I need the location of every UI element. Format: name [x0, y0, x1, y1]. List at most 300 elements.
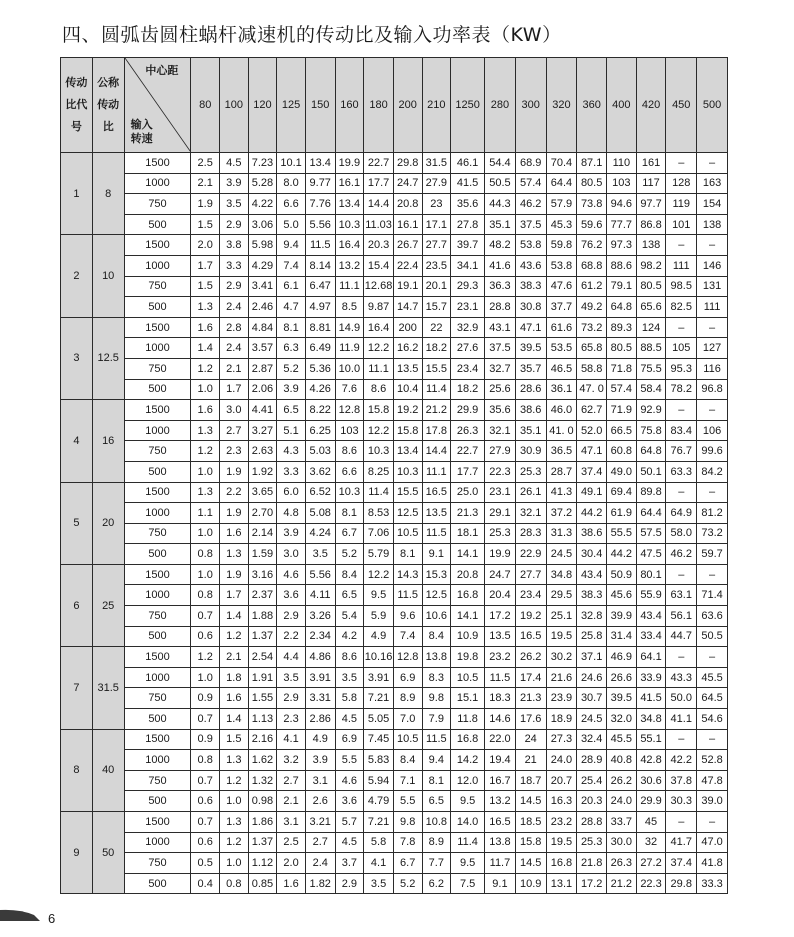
power-value-cell: 0.9: [191, 688, 220, 709]
power-value-cell: 3.1: [277, 812, 306, 833]
power-value-cell: 1.9: [191, 194, 220, 215]
power-value-cell: 21.8: [577, 853, 607, 874]
power-value-cell: 8.1: [277, 317, 306, 338]
power-value-cell: 8.9: [393, 688, 422, 709]
table-row: [61, 647, 728, 668]
power-value-cell: 30.9: [515, 441, 546, 462]
power-value-cell: 26.6: [607, 667, 637, 688]
power-value-cell: 15.8: [393, 420, 422, 441]
power-value-cell: 4.6: [335, 770, 364, 791]
power-value-cell: 2.70: [248, 503, 277, 524]
power-value-cell: –: [666, 317, 697, 338]
center-distance-header: 100: [220, 58, 249, 153]
power-value-cell: 138: [636, 235, 666, 256]
power-value-cell: 117: [636, 173, 666, 194]
power-value-cell: 62.7: [577, 400, 607, 421]
power-value-cell: 35.6: [451, 194, 485, 215]
power-value-cell: 163: [697, 173, 728, 194]
power-value-cell: 17.6: [515, 709, 546, 730]
page-number: 6: [48, 911, 56, 926]
power-value-cell: 11.5: [422, 729, 451, 750]
power-value-cell: 14.0: [451, 812, 485, 833]
power-value-cell: 13.8: [422, 647, 451, 668]
power-value-cell: 3.5: [277, 667, 306, 688]
input-speed-cell: 750: [124, 441, 191, 462]
power-value-cell: 18.7: [515, 770, 546, 791]
power-value-cell: 5.05: [364, 709, 394, 730]
power-value-cell: 47.0: [697, 832, 728, 853]
table-row: [61, 812, 728, 833]
power-value-cell: 17.2: [485, 606, 516, 627]
power-value-cell: 2.06: [248, 379, 277, 400]
input-speed-cell: 1000: [124, 503, 191, 524]
power-value-cell: 33.3: [697, 873, 728, 894]
nominal-ratio-cell: 16: [92, 400, 124, 482]
power-value-cell: 2.5: [277, 832, 306, 853]
table-row: [61, 400, 728, 421]
power-value-cell: 8.81: [305, 317, 335, 338]
power-value-cell: 98.5: [666, 276, 697, 297]
input-speed-cell: 500: [124, 297, 191, 318]
ratio-code-cell: 8: [61, 729, 93, 811]
power-value-cell: 110: [607, 153, 637, 174]
power-value-cell: 32: [636, 832, 666, 853]
power-value-cell: 25.4: [577, 770, 607, 791]
power-value-cell: 1.7: [191, 255, 220, 276]
power-value-cell: 0.6: [191, 832, 220, 853]
power-value-cell: 4.9: [305, 729, 335, 750]
input-speed-cell: 750: [124, 853, 191, 874]
center-distance-header: 80: [191, 58, 220, 153]
power-value-cell: 1.3: [191, 420, 220, 441]
power-value-cell: 50.0: [666, 688, 697, 709]
center-distance-header: 500: [697, 58, 728, 153]
power-value-cell: 29.8: [666, 873, 697, 894]
power-value-cell: 2.16: [248, 729, 277, 750]
power-value-cell: 96.8: [697, 379, 728, 400]
power-value-cell: 20.8: [393, 194, 422, 215]
power-value-cell: 15.1: [451, 688, 485, 709]
power-value-cell: 29.1: [485, 503, 516, 524]
power-value-cell: 71.9: [607, 400, 637, 421]
power-value-cell: 1.2: [191, 441, 220, 462]
input-speed-cell: 500: [124, 214, 191, 235]
power-value-cell: 11.9: [335, 338, 364, 359]
power-value-cell: 11.4: [364, 482, 394, 503]
power-value-cell: 1.9: [220, 564, 249, 585]
power-value-cell: 4.5: [335, 709, 364, 730]
power-value-cell: 27.6: [451, 338, 485, 359]
power-value-cell: 1.0: [220, 853, 249, 874]
power-value-cell: 47.1: [577, 441, 607, 462]
table-row: [61, 667, 728, 688]
power-value-cell: 19.9: [335, 153, 364, 174]
power-value-cell: 8.0: [277, 173, 306, 194]
input-speed-cell: 1500: [124, 317, 191, 338]
power-value-cell: 6.1: [277, 276, 306, 297]
ratio-code-cell: 9: [61, 812, 93, 894]
power-value-cell: 5.2: [277, 358, 306, 379]
power-value-cell: 11.4: [422, 379, 451, 400]
input-speed-cell: 500: [124, 791, 191, 812]
power-value-cell: 20.3: [577, 791, 607, 812]
input-speed-cell: 1500: [124, 400, 191, 421]
power-value-cell: 1.3: [220, 750, 249, 771]
power-value-cell: 2.4: [305, 853, 335, 874]
power-value-cell: 4.9: [364, 626, 394, 647]
input-speed-cell: 750: [124, 523, 191, 544]
power-value-cell: 60.8: [607, 441, 637, 462]
power-value-cell: 2.6: [305, 791, 335, 812]
power-value-cell: 32.0: [607, 709, 637, 730]
power-value-cell: 24.0: [546, 750, 577, 771]
power-value-cell: –: [666, 153, 697, 174]
power-value-cell: 59.8: [546, 235, 577, 256]
power-value-cell: 33.7: [607, 812, 637, 833]
power-value-cell: 43.3: [666, 667, 697, 688]
power-value-cell: 18.3: [485, 688, 516, 709]
power-value-cell: 22: [422, 317, 451, 338]
power-value-cell: 42.2: [666, 750, 697, 771]
power-value-cell: 46.9: [607, 647, 637, 668]
power-value-cell: 8.1: [335, 503, 364, 524]
power-value-cell: 3.26: [305, 606, 335, 627]
nominal-ratio-cell: 8: [92, 153, 124, 235]
power-value-cell: –: [697, 812, 728, 833]
power-value-cell: 14.3: [393, 564, 422, 585]
power-value-cell: 80.1: [636, 564, 666, 585]
power-value-cell: 8.6: [364, 379, 394, 400]
power-value-cell: 26.3: [451, 420, 485, 441]
table-row: [61, 420, 728, 441]
input-speed-cell: 750: [124, 770, 191, 791]
power-value-cell: 53.8: [546, 255, 577, 276]
power-value-cell: 21.3: [451, 503, 485, 524]
power-value-cell: 4.5: [335, 832, 364, 853]
power-value-cell: 18.9: [546, 709, 577, 730]
power-value-cell: 3.5: [335, 667, 364, 688]
power-value-cell: 59.6: [577, 214, 607, 235]
power-value-cell: 16.5: [515, 626, 546, 647]
input-speed-cell: 750: [124, 194, 191, 215]
power-value-cell: 19.9: [485, 544, 516, 565]
power-value-cell: 25.3: [577, 832, 607, 853]
power-value-cell: 7.21: [364, 688, 394, 709]
center-distance-header: 1250: [451, 58, 485, 153]
power-value-cell: 10.0: [335, 358, 364, 379]
power-value-cell: 10.5: [393, 523, 422, 544]
center-distance-header: 300: [515, 58, 546, 153]
table-row: [61, 626, 728, 647]
power-value-cell: 10.3: [335, 482, 364, 503]
power-value-cell: 12.2: [364, 420, 394, 441]
power-value-cell: 5.08: [305, 503, 335, 524]
input-speed-cell: 1000: [124, 667, 191, 688]
power-value-cell: 5.2: [335, 544, 364, 565]
power-value-cell: 29.5: [546, 585, 577, 606]
power-value-cell: 2.5: [191, 153, 220, 174]
center-distance-header: 180: [364, 58, 394, 153]
power-value-cell: 27.9: [422, 173, 451, 194]
power-value-cell: 5.7: [335, 812, 364, 833]
power-value-cell: 33.9: [636, 667, 666, 688]
power-value-cell: 11.5: [485, 667, 516, 688]
power-value-cell: 3.5: [305, 544, 335, 565]
power-value-cell: 128: [666, 173, 697, 194]
power-value-cell: 6.3: [277, 338, 306, 359]
power-value-cell: 4.79: [364, 791, 394, 812]
power-value-cell: 106: [697, 420, 728, 441]
power-value-cell: 4.1: [277, 729, 306, 750]
power-value-cell: 14.5: [515, 791, 546, 812]
power-value-cell: 0.98: [248, 791, 277, 812]
table-row: [61, 482, 728, 503]
nominal-ratio-cell: 10: [92, 235, 124, 317]
power-value-cell: 78.2: [666, 379, 697, 400]
power-value-cell: 1.37: [248, 626, 277, 647]
power-value-cell: 7.23: [248, 153, 277, 174]
power-value-cell: 22.9: [515, 544, 546, 565]
power-value-cell: 1.13: [248, 709, 277, 730]
power-value-cell: 3.16: [248, 564, 277, 585]
power-value-cell: 98.2: [636, 255, 666, 276]
center-distance-header: 120: [248, 58, 277, 153]
power-value-cell: 9.4: [422, 750, 451, 771]
power-value-cell: 87.1: [577, 153, 607, 174]
power-value-cell: 5.9: [364, 606, 394, 627]
power-value-cell: 45.5: [607, 729, 637, 750]
power-value-cell: 79.1: [607, 276, 637, 297]
power-value-cell: 26.1: [515, 482, 546, 503]
table-row: [61, 832, 728, 853]
power-value-cell: 2.1: [220, 358, 249, 379]
table-row: [61, 873, 728, 894]
power-value-cell: 19.5: [546, 626, 577, 647]
power-value-cell: 13.8: [485, 832, 516, 853]
power-value-cell: 4.8: [277, 503, 306, 524]
power-value-cell: 6.6: [277, 194, 306, 215]
power-value-cell: 53.8: [515, 235, 546, 256]
power-value-cell: 0.7: [191, 812, 220, 833]
table-row: [61, 544, 728, 565]
power-value-cell: 1.59: [248, 544, 277, 565]
power-value-cell: 8.14: [305, 255, 335, 276]
power-value-cell: 7.8: [393, 832, 422, 853]
power-value-cell: 45: [636, 812, 666, 833]
table-body: [61, 153, 728, 894]
power-value-cell: 37.1: [577, 647, 607, 668]
input-speed-cell: 750: [124, 358, 191, 379]
power-value-cell: 20.4: [485, 585, 516, 606]
power-value-cell: 9.87: [364, 297, 394, 318]
power-value-cell: 19.4: [485, 750, 516, 771]
power-value-cell: 5.03: [305, 441, 335, 462]
power-value-cell: 38.3: [577, 585, 607, 606]
power-value-cell: 23.1: [485, 482, 516, 503]
power-value-cell: 28.8: [485, 297, 516, 318]
power-value-cell: 105: [666, 338, 697, 359]
header-row: [61, 58, 728, 153]
table-row: [61, 791, 728, 812]
power-value-cell: 22.3: [485, 461, 516, 482]
power-value-cell: –: [666, 647, 697, 668]
power-value-cell: 2.7: [277, 770, 306, 791]
table-row: [61, 441, 728, 462]
power-value-cell: 4.84: [248, 317, 277, 338]
power-value-cell: 19.2: [515, 606, 546, 627]
power-value-cell: 21: [515, 750, 546, 771]
ratio-code-cell: 6: [61, 564, 93, 646]
power-value-cell: 12.2: [364, 564, 394, 585]
power-value-cell: 54.6: [697, 709, 728, 730]
power-value-cell: 39.0: [697, 791, 728, 812]
power-value-cell: 11.1: [335, 276, 364, 297]
power-value-cell: 6.49: [305, 338, 335, 359]
power-value-cell: 14.4: [422, 441, 451, 462]
table-row: [61, 503, 728, 524]
power-value-cell: 34.1: [451, 255, 485, 276]
power-value-cell: –: [697, 317, 728, 338]
power-value-cell: 55.5: [607, 523, 637, 544]
table-row: [61, 606, 728, 627]
power-value-cell: 16.8: [451, 585, 485, 606]
power-value-cell: 33.4: [636, 626, 666, 647]
power-value-cell: 8.53: [364, 503, 394, 524]
power-value-cell: 28.8: [577, 812, 607, 833]
power-value-cell: 35.6: [485, 400, 516, 421]
power-value-cell: 32.9: [451, 317, 485, 338]
power-value-cell: 49.2: [577, 297, 607, 318]
power-value-cell: 1.3: [220, 812, 249, 833]
power-value-cell: 24.6: [577, 667, 607, 688]
power-value-cell: 5.98: [248, 235, 277, 256]
power-value-cell: 15.8: [515, 832, 546, 853]
power-value-cell: 7.0: [393, 709, 422, 730]
power-value-cell: 14.9: [335, 317, 364, 338]
power-value-cell: 11.03: [364, 214, 394, 235]
power-value-cell: 10.16: [364, 647, 394, 668]
diagonal-header-cell: [124, 58, 191, 153]
power-value-cell: –: [697, 647, 728, 668]
power-value-cell: 5.8: [335, 688, 364, 709]
power-value-cell: 16.8: [546, 853, 577, 874]
power-value-cell: 81.2: [697, 503, 728, 524]
table-row: [61, 585, 728, 606]
power-value-cell: 3.0: [277, 544, 306, 565]
power-value-cell: 4.29: [248, 255, 277, 276]
power-value-cell: –: [697, 153, 728, 174]
input-speed-cell: 1500: [124, 153, 191, 174]
power-value-cell: 0.4: [191, 873, 220, 894]
input-speed-cell: 1000: [124, 338, 191, 359]
power-value-cell: 50.9: [607, 564, 637, 585]
power-value-cell: 50.5: [697, 626, 728, 647]
power-value-cell: 9.4: [277, 235, 306, 256]
power-value-cell: 9.8: [422, 688, 451, 709]
power-value-cell: 11.5: [393, 585, 422, 606]
power-value-cell: 9.1: [485, 873, 516, 894]
power-value-cell: –: [697, 235, 728, 256]
power-value-cell: 1.3: [191, 297, 220, 318]
table-row: [61, 235, 728, 256]
power-value-cell: 17.7: [364, 173, 394, 194]
input-speed-cell: 1000: [124, 585, 191, 606]
power-value-cell: 1.92: [248, 461, 277, 482]
power-value-cell: 59.7: [697, 544, 728, 565]
nominal-ratio-cell: 12.5: [92, 317, 124, 399]
input-speed-cell: 1000: [124, 255, 191, 276]
power-value-cell: 34.8: [546, 564, 577, 585]
power-value-cell: 3.2: [277, 750, 306, 771]
power-value-cell: 4.6: [277, 564, 306, 585]
power-value-cell: 39.5: [607, 688, 637, 709]
power-value-cell: 17.1: [422, 214, 451, 235]
power-value-cell: 1.6: [191, 317, 220, 338]
power-value-cell: 15.8: [364, 400, 394, 421]
power-value-cell: 40.8: [607, 750, 637, 771]
power-value-cell: 24.5: [546, 544, 577, 565]
power-value-cell: 2.46: [248, 297, 277, 318]
power-value-cell: 75.5: [636, 358, 666, 379]
power-value-cell: 37.4: [577, 461, 607, 482]
power-value-cell: 1.2: [191, 358, 220, 379]
power-value-cell: 5.5: [335, 750, 364, 771]
power-value-cell: 103: [607, 173, 637, 194]
power-value-cell: 28.6: [515, 379, 546, 400]
table-row: [61, 317, 728, 338]
power-value-cell: 68.8: [577, 255, 607, 276]
power-value-cell: 57.4: [515, 173, 546, 194]
power-value-cell: 23.2: [485, 647, 516, 668]
power-value-cell: 4.4: [277, 647, 306, 668]
power-value-cell: 2.9: [277, 688, 306, 709]
ratio-code-cell: 7: [61, 647, 93, 729]
power-value-cell: 46.1: [451, 153, 485, 174]
power-value-cell: 24.7: [393, 173, 422, 194]
power-value-cell: 50.5: [485, 173, 516, 194]
power-value-cell: 63.1: [666, 585, 697, 606]
power-value-cell: 71.4: [697, 585, 728, 606]
power-value-cell: 1.2: [220, 626, 249, 647]
power-value-cell: 45.3: [546, 214, 577, 235]
power-value-cell: 16.2: [393, 338, 422, 359]
power-value-cell: 5.2: [393, 873, 422, 894]
power-value-cell: 12.68: [364, 276, 394, 297]
power-value-cell: 5.1: [277, 420, 306, 441]
power-value-cell: 95.3: [666, 358, 697, 379]
power-value-cell: 42.8: [636, 750, 666, 771]
power-value-cell: 10.5: [393, 729, 422, 750]
input-speed-cell: 1500: [124, 482, 191, 503]
power-value-cell: 2.8: [220, 317, 249, 338]
power-value-cell: 12.5: [393, 503, 422, 524]
input-speed-cell: 1500: [124, 812, 191, 833]
power-value-cell: 24: [515, 729, 546, 750]
power-value-cell: 13.2: [485, 791, 516, 812]
power-value-cell: 43.1: [485, 317, 516, 338]
power-value-cell: 37.5: [515, 214, 546, 235]
power-value-cell: 1.5: [191, 214, 220, 235]
power-value-cell: 3.6: [335, 791, 364, 812]
center-distance-header: 200: [393, 58, 422, 153]
power-value-cell: 29.3: [451, 276, 485, 297]
power-value-cell: 86.8: [636, 214, 666, 235]
nominal-ratio-cell: 31.5: [92, 647, 124, 729]
power-value-cell: 116: [697, 358, 728, 379]
power-value-cell: 13.2: [335, 255, 364, 276]
power-value-cell: 154: [697, 194, 728, 215]
power-value-cell: 19.5: [546, 832, 577, 853]
